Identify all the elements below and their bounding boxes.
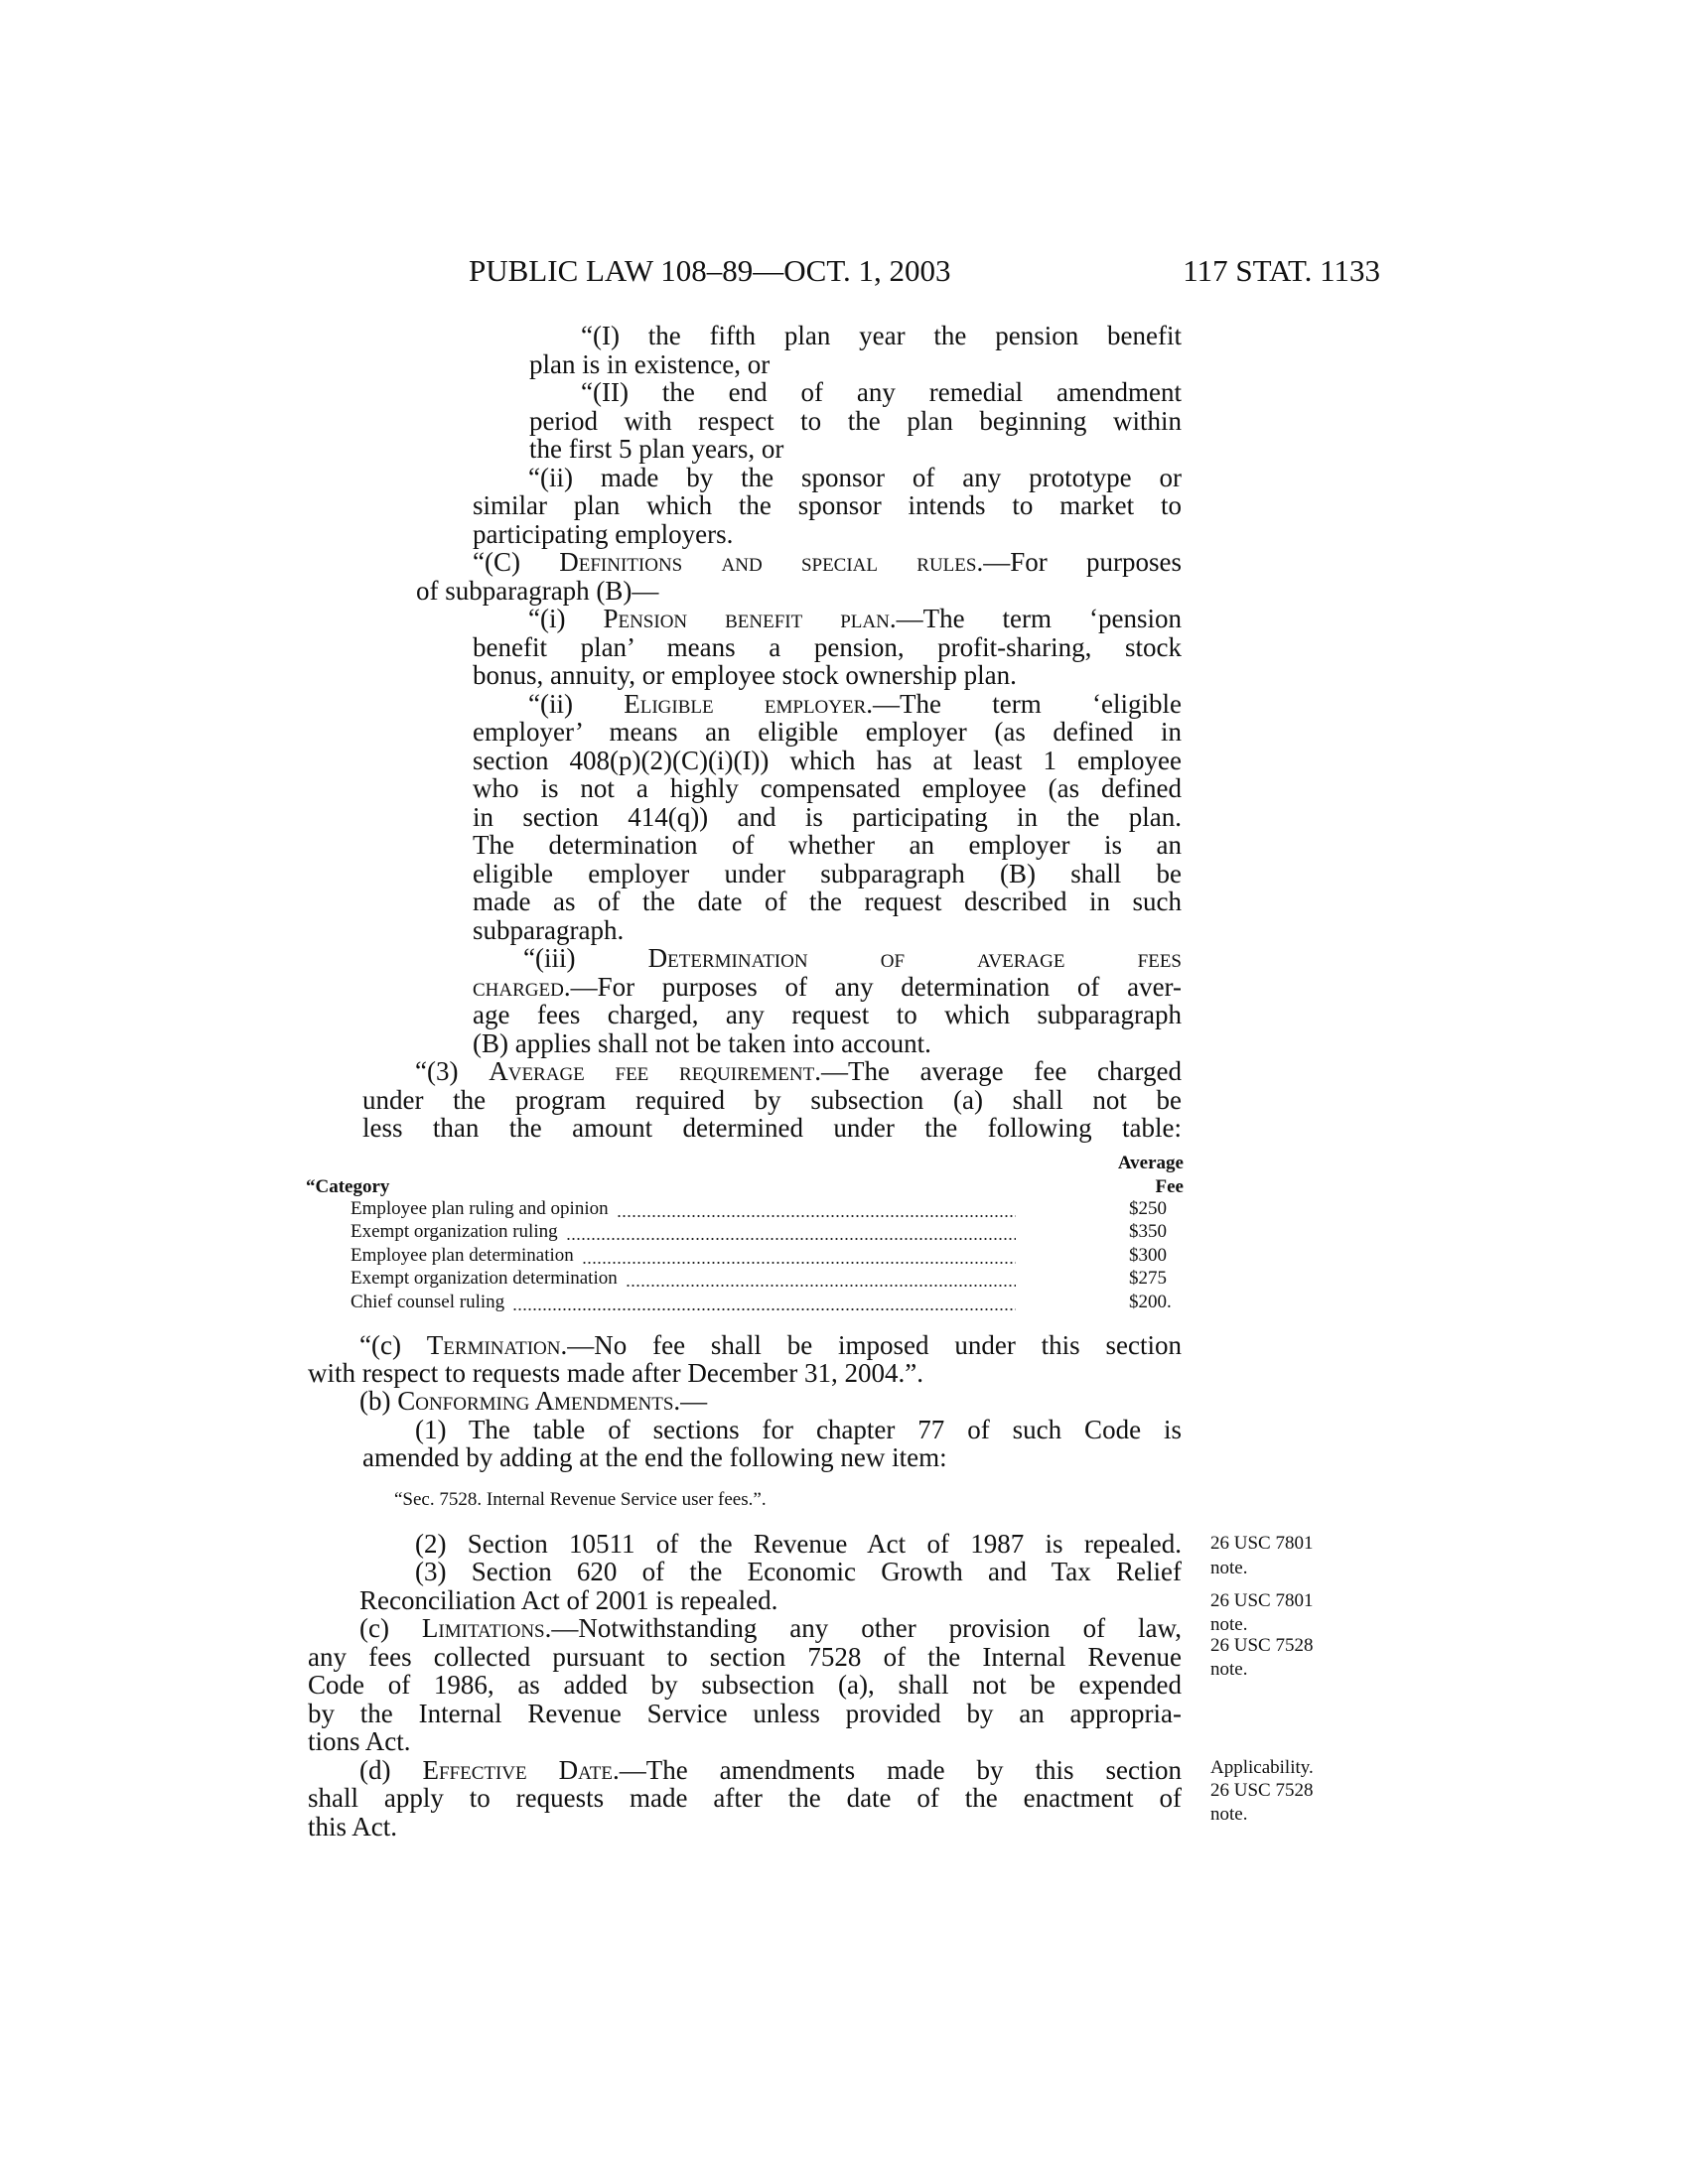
text-segment: (3) Section 620 of the Economic Growth and Tax Relief: [415, 1557, 1182, 1586]
table-row: [306, 1244, 1184, 1268]
text-line: [528, 603, 1182, 634]
text-segment: “(I) the fifth plan year the pension benefit: [581, 321, 1182, 350]
text-line: [473, 546, 1182, 578]
text-segment: .—For purposes of any determination of aver-: [563, 971, 1182, 1002]
text-line: [528, 462, 1182, 493]
fee-column-header-line2: Fee: [1155, 1176, 1184, 1197]
text-segment: subparagraph.: [473, 914, 625, 945]
table-row: [306, 1220, 1184, 1244]
running-header-right: 117 STAT. 1133: [1183, 253, 1380, 288]
text-segment: period with respect to the plan beginning within: [529, 405, 1182, 436]
text-line: [362, 1084, 1182, 1116]
text-segment: less than the amount determined under the following table:: [362, 1113, 1182, 1143]
text-line: [473, 829, 1182, 861]
text-line: [308, 1698, 1182, 1729]
text-segment: made as of the date of the request described in such: [473, 887, 1182, 916]
text-segment: .—No fee shall be imposed under this section: [560, 1330, 1182, 1360]
text-segment: (1) The table of sections for chapter 77 of such Code is: [415, 1415, 1182, 1444]
text-segment: bonus, annuity, or employee stock ownership plan.: [473, 660, 1017, 690]
text-segment: employer’ means an eligible employer (as defined in: [473, 717, 1182, 747]
text-line: [528, 688, 1182, 720]
margin-note: note.: [1210, 1659, 1248, 1680]
fee-cell: $200.: [1129, 1292, 1172, 1312]
text-line: [473, 716, 1182, 748]
section-heading: Effective Date: [422, 1755, 613, 1785]
table-row: [306, 1291, 1184, 1314]
text-segment: .—The term ‘eligible: [866, 688, 1182, 719]
text-segment: The determination of whether an employer is an: [473, 830, 1182, 860]
text-segment: who is not a highly compensated employee (as defined: [473, 773, 1182, 803]
text-line: [473, 801, 1182, 833]
text-segment: in section 414(q)) and is participating in the plan.: [473, 801, 1182, 832]
text-line: [308, 1669, 1182, 1701]
section-heading: charged: [473, 971, 564, 1002]
text-segment: (b): [359, 1386, 398, 1416]
text-segment: (d): [359, 1755, 423, 1785]
section-heading: Termination: [426, 1330, 561, 1360]
text-line: [523, 942, 1182, 974]
text-line: [529, 405, 1182, 437]
text-line: [581, 320, 1182, 351]
margin-note: Applicability.: [1210, 1757, 1314, 1778]
text-segment: Reconciliation Act of 2001 is repealed.: [359, 1585, 778, 1615]
text-segment: tions Act.: [308, 1726, 411, 1756]
category-cell: Employee plan ruling and opinion: [351, 1198, 609, 1219]
text-segment: “(i): [528, 604, 604, 633]
text-line: [359, 1612, 1182, 1644]
text-line: [415, 1556, 1182, 1587]
dot-leader: [566, 1220, 1016, 1244]
text-segment: “(ii) made by the sponsor of any prototype or: [528, 462, 1182, 492]
text-line: [473, 858, 1182, 889]
text-line: [308, 1725, 411, 1757]
running-header-left: PUBLIC LAW 108–89—OCT. 1, 2003: [469, 253, 951, 288]
table-header-row-1: [306, 1152, 1184, 1175]
margin-note: 26 USC 7801: [1210, 1533, 1314, 1554]
margin-note: note.: [1210, 1804, 1248, 1825]
text-line: [473, 971, 1182, 1003]
text-segment: with respect to requests made after December 31, 2004.”.: [308, 1358, 924, 1388]
text-segment: eligible employer under subparagraph (B) shall be: [473, 858, 1182, 888]
text-segment: “(C): [473, 547, 560, 577]
margin-note: note.: [1210, 1558, 1248, 1578]
text-line: [308, 1811, 397, 1843]
text-line: [473, 914, 624, 946]
text-segment: “(II) the end of any remedial amendment: [581, 377, 1182, 407]
text-segment: “(ii): [528, 688, 625, 719]
text-line: [359, 1385, 707, 1417]
text-line: [473, 745, 1182, 776]
text-segment: age fees charged, any request to which subparagraph: [473, 1000, 1182, 1029]
margin-note: 26 USC 7801: [1210, 1590, 1314, 1611]
text-segment: amended by adding at the end the following new item:: [362, 1442, 947, 1472]
text-segment: this Act.: [308, 1812, 398, 1842]
text-line: [394, 1488, 767, 1512]
category-cell: Chief counsel ruling: [351, 1292, 505, 1312]
category-cell: Exempt organization ruling: [351, 1221, 558, 1242]
text-segment: (2) Section 10511 of the Revenue Act of 1987 is repealed.: [415, 1529, 1182, 1559]
fee-column-header-line1: Average: [1117, 1153, 1184, 1173]
text-line: [362, 1441, 947, 1473]
text-line: [473, 1027, 931, 1059]
section-heading: Definitions and special rules: [559, 547, 977, 577]
text-segment: “Sec. 7528. Internal Revenue Service user fees.”.: [394, 1489, 767, 1510]
text-segment: participating employers.: [473, 518, 734, 549]
fee-cell: $300: [1129, 1245, 1167, 1266]
text-line: [473, 659, 1017, 691]
text-line: [473, 518, 733, 550]
fee-cell: $275: [1129, 1268, 1167, 1289]
margin-note: 26 USC 7528: [1210, 1635, 1314, 1656]
section-heading: Eligible employer: [624, 688, 867, 719]
text-segment: plan is in existence, or: [529, 348, 771, 379]
section-heading: Average fee requirement: [489, 1056, 815, 1086]
category-cell: Employee plan determination: [351, 1245, 574, 1266]
text-segment: .—Notwithstanding any other provision of law,: [544, 1613, 1183, 1643]
category-column-header: “Category: [306, 1176, 390, 1197]
text-segment: “(iii): [523, 943, 648, 973]
text-segment: similar plan which the sponsor intends to market to: [473, 490, 1182, 520]
text-segment: any fees collected pursuant to section 7528 of the Internal Revenue: [308, 1642, 1182, 1672]
section-heading: Determination of average fees: [647, 943, 1182, 973]
text-line: [362, 1112, 1182, 1144]
text-line: [529, 433, 783, 465]
text-segment: the first 5 plan years, or: [529, 434, 784, 464]
text-segment: of subparagraph (B)—: [416, 575, 659, 606]
dot-leader: [512, 1291, 1016, 1314]
text-line: [581, 376, 1182, 408]
text-segment: .—: [673, 1386, 708, 1416]
text-segment: (c): [359, 1613, 422, 1643]
text-line: [416, 575, 658, 607]
dot-leader: [582, 1244, 1016, 1268]
text-line: [473, 772, 1182, 804]
text-line: [308, 1782, 1182, 1814]
text-segment: .—The average fee charged: [814, 1056, 1183, 1086]
margin-note: note.: [1210, 1614, 1248, 1635]
text-line: [473, 631, 1182, 663]
category-cell: Exempt organization determination: [351, 1268, 618, 1289]
text-line: [473, 999, 1182, 1030]
text-segment: benefit plan’ means a pension, profit-sharing, stock: [473, 631, 1182, 662]
text-segment: .—The term ‘pension: [889, 604, 1182, 633]
text-segment: “(c): [359, 1330, 427, 1360]
text-segment: under the program required by subsection (a) shall not be: [362, 1084, 1182, 1115]
text-segment: (B) applies shall not be taken into account.: [473, 1027, 931, 1058]
text-segment: shall apply to requests made after the date of the enactment of: [308, 1783, 1182, 1813]
dot-leader: [626, 1267, 1016, 1291]
table-row: [306, 1197, 1184, 1221]
text-segment: Code of 1986, as added by subsection (a), shall not be expended: [308, 1670, 1182, 1700]
section-heading: Conforming Amendments: [397, 1386, 674, 1416]
text-segment: .—The amendments made by this section: [612, 1755, 1183, 1785]
text-line: [529, 348, 770, 380]
section-heading: Limitations: [421, 1613, 545, 1643]
text-line: [415, 1055, 1182, 1087]
text-line: [473, 886, 1182, 917]
text-segment: section 408(p)(2)(C)(i)(I)) which has at least 1 employee: [473, 745, 1182, 775]
section-heading: Pension benefit plan: [603, 604, 890, 633]
table-header-row-2: [306, 1175, 1184, 1199]
fee-cell: $250: [1129, 1198, 1167, 1219]
margin-note: 26 USC 7528: [1210, 1780, 1314, 1801]
dot-leader: [617, 1197, 1016, 1221]
fee-cell: $350: [1129, 1221, 1167, 1242]
table-row: [306, 1267, 1184, 1291]
text-line: [473, 489, 1182, 521]
text-segment: .—For purposes: [976, 547, 1182, 577]
text-segment: “(3): [415, 1056, 490, 1086]
text-segment: by the Internal Revenue Service unless provided by an appropria-: [308, 1699, 1182, 1728]
